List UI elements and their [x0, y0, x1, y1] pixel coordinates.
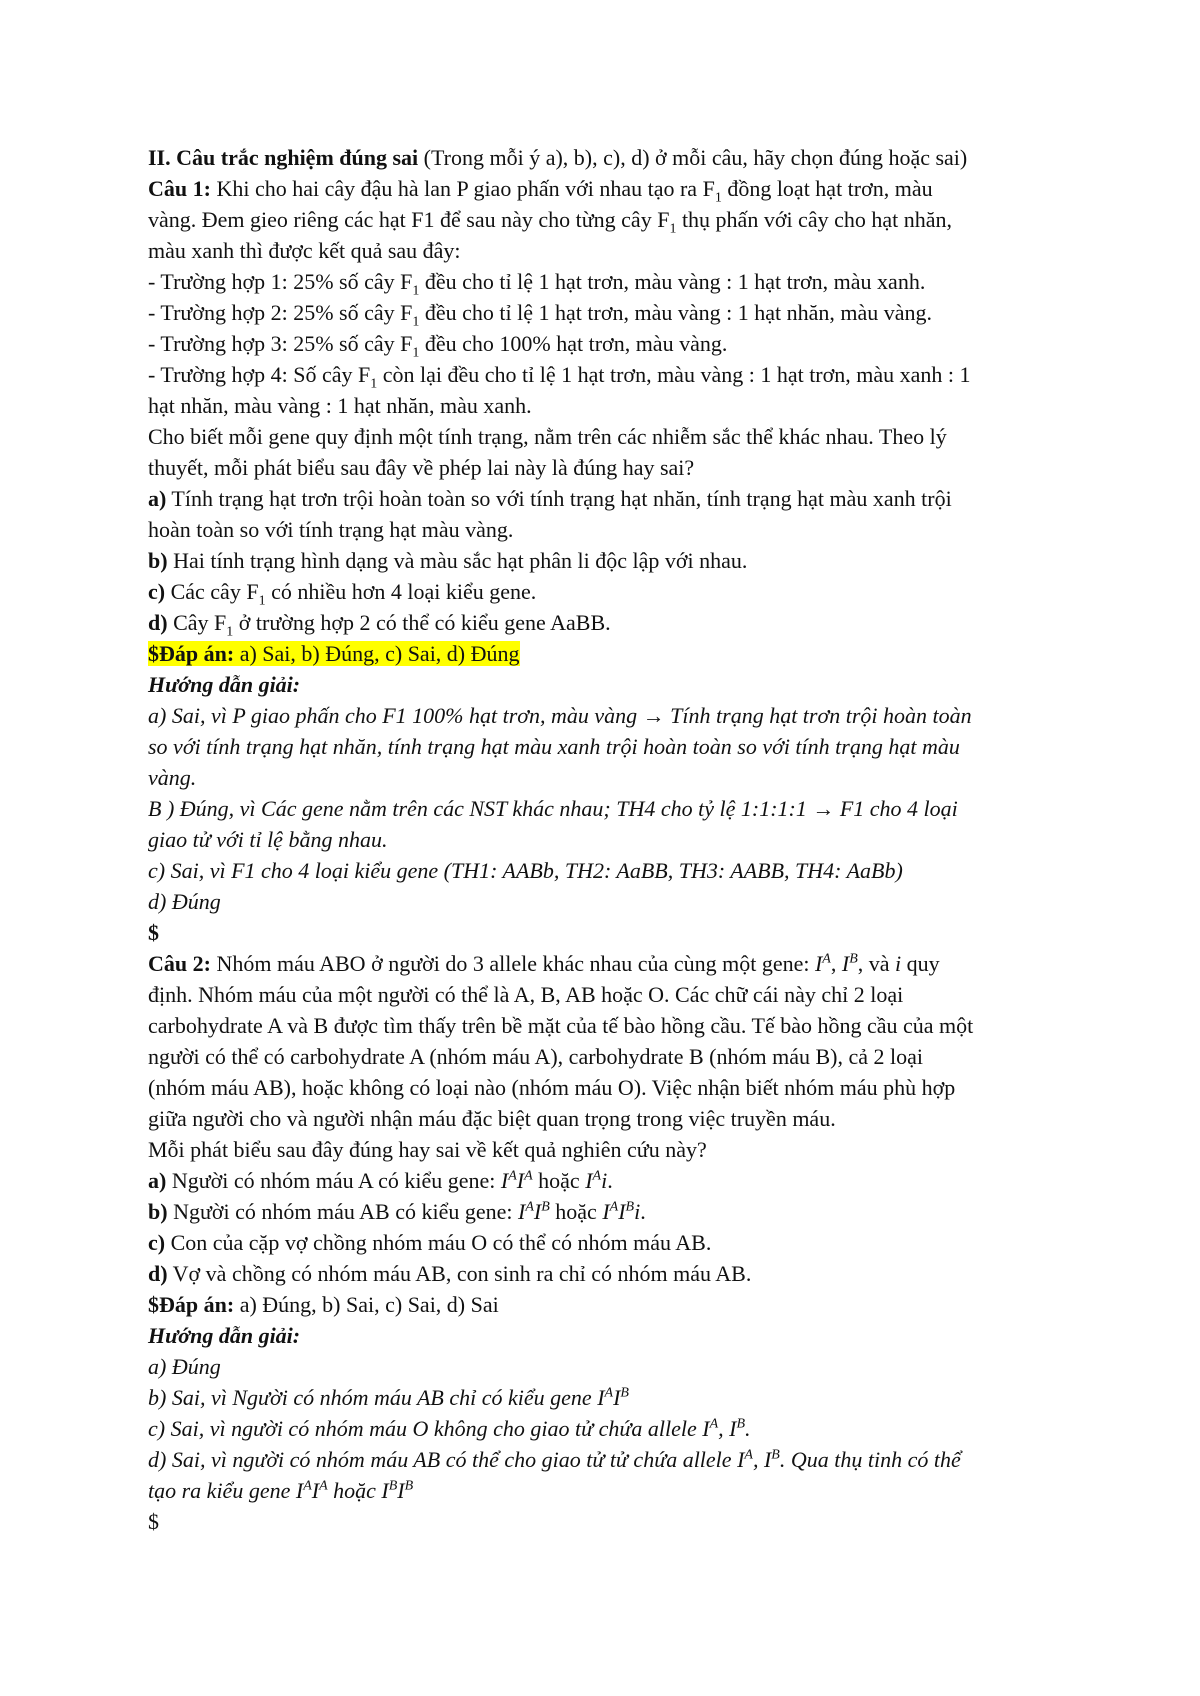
q2-answer: $Đáp án: a) Đúng, b) Sai, c) Sai, d) Sai	[148, 1292, 499, 1317]
q1-guide-title: Hướng dẫn giải:	[148, 672, 301, 697]
q1-statement-c: c) Các cây $F_1$ có nhiều hơn 4 loại kiểu gene.	[148, 579, 537, 609]
q2-statement-c: c) Con của cặp vợ chồng nhóm máu O có thể có nhóm máu AB.	[148, 1230, 712, 1255]
q2-label: Câu 2:	[148, 951, 211, 976]
document-page	[148, 142, 1068, 1537]
q1-intro-line-3: màu xanh thì được kết quả sau đây:	[148, 238, 461, 263]
q1-case-4: - Trường hợp 4: Số cây $F_1$ còn lại đều cho tỉ lệ 1 hạt trơn, màu vàng : 1 hạt trơn, màu xanh : 1	[148, 362, 971, 392]
q1-statement-d: d) Cây $F_1$ ở trường hợp 2 có thể có kiểu gene AaBB.	[148, 610, 611, 640]
q2-guide-a: a) Đúng	[148, 1354, 221, 1379]
q1-statement-a: a) Tính trạng hạt trơn trội hoàn toàn so với tính trạng hạt nhăn, tính trạng hạt màu xanh trội	[148, 486, 952, 511]
q2-para-line-4: người có thể có carbohydrate A (nhóm máu A), carbohydrate B (nhóm máu B), cả 2 loại	[148, 1044, 924, 1069]
q2-guide-d-1: d) Sai, vì người có nhóm máu AB có thể cho giao tử tử chứa allele $I^A$, $I^B$. Qua thụ tinh có thể	[148, 1447, 961, 1472]
q1-intro-line-1: Câu 1: Khi cho hai cây đậu hà lan P giao phấn với nhau tạo ra $F_1$ đồng loạt hạt trơn, màu	[148, 176, 933, 206]
q2-para-line-5: (nhóm máu AB), hoặc không có loại nào (nhóm máu O). Việc nhận biết nhóm máu phù hợp	[148, 1075, 956, 1100]
q1-guide-a-1: a) Sai, vì P giao phấn cho F1 100% hạt trơn, màu vàng → Tính trạng hạt trơn trội hoàn toàn	[148, 703, 972, 728]
q2-guide-d-2: tạo ra kiểu gene $I^AI^A$ hoặc $I^BI^B$	[148, 1478, 414, 1503]
q2-guide-b: b) Sai, vì Người có nhóm máu AB chỉ có kiểu gene $I^AI^B$	[148, 1385, 629, 1410]
q2-guide-c: c) Sai, vì người có nhóm máu O không cho giao tử chứa allele $I^A$, $I^B$.	[148, 1416, 751, 1441]
q2-para-line-2: định. Nhóm máu của một người có thể là A, B, AB hoặc O. Các chữ cái này chỉ 2 loại	[148, 982, 904, 1007]
q1-guide-b-1: B ) Đúng, vì Các gene nằm trên các NST khác nhau; TH4 cho tỷ lệ 1:1:1:1 → F1 cho 4 loại	[148, 796, 958, 821]
q1-guide-a-3: vàng.	[148, 765, 197, 790]
q2-para-line-1: Câu 2: Nhóm máu ABO ở người do 3 allele khác nhau của cùng một gene: $I^A$, $I^B$, và i quy	[148, 951, 940, 976]
q1-given-1: Cho biết mỗi gene quy định một tính trạng, nằm trên các nhiễm sắc thể khác nhau. Theo lý	[148, 424, 947, 449]
q1-statement-a-cont: hoàn toàn so với tính trạng hạt màu vàng.	[148, 517, 514, 542]
q2-para-line-6: giữa người cho và người nhận máu đặc biệt quan trọng trong việc truyền máu.	[148, 1106, 836, 1131]
q2-para-line-3: carbohydrate A và B được tìm thấy trên bề mặt của tế bào hồng cầu. Tế bào hồng cầu của một	[148, 1013, 974, 1038]
q1-guide-d: d) Đúng	[148, 889, 221, 914]
q1-end-marker: $	[148, 920, 159, 945]
q1-answer: $Đáp án: a) Sai, b) Đúng, c) Sai, d) Đúng	[148, 641, 520, 666]
q2-statement-b: b) Người có nhóm máu AB có kiểu gene: $I^AI^B$ hoặc $I^AI^Bi$.	[148, 1199, 646, 1224]
q1-case-1: - Trường hợp 1: 25% số cây $F_1$ đều cho tỉ lệ 1 hạt trơn, màu vàng : 1 hạt trơn, màu xanh.	[148, 269, 926, 299]
q1-given-2: thuyết, mỗi phát biểu sau đây về phép lai này là đúng hay sai?	[148, 455, 695, 480]
q1-label: Câu 1:	[148, 176, 211, 201]
q1-case-3: - Trường hợp 3: 25% số cây $F_1$ đều cho 100% hạt trơn, màu vàng.	[148, 331, 728, 361]
q1-case-2: - Trường hợp 2: 25% số cây $F_1$ đều cho tỉ lệ 1 hạt trơn, màu vàng : 1 hạt nhăn, màu vàng.	[148, 300, 933, 330]
q1-guide-b-2: giao tử với tỉ lệ bằng nhau.	[148, 827, 388, 852]
q1-statement-b: b) Hai tính trạng hình dạng và màu sắc hạt phân li độc lập với nhau.	[148, 548, 748, 573]
q1-intro-line-2: vàng. Đem gieo riêng các hạt F1 để sau này cho từng cây $F_1$ thụ phấn với cây cho hạt nhăn,	[148, 207, 952, 237]
q1-guide-a-2: so với tính trạng hạt nhăn, tính trạng hạt màu xanh trội hoàn toàn so với tính trạng hạt màu	[148, 734, 960, 759]
q2-para-line-7: Mỗi phát biểu sau đây đúng hay sai về kết quả nghiên cứu này?	[148, 1137, 707, 1162]
q2-statement-d: d) Vợ và chồng có nhóm máu AB, con sinh ra chỉ có nhóm máu AB.	[148, 1261, 752, 1286]
q2-end-marker: $	[148, 1509, 159, 1534]
section-heading: II. Câu trắc nghiệm đúng sai (Trong mỗi ý a), b), c), d) ở mỗi câu, hãy chọn đúng hoặc sai)	[148, 145, 968, 170]
q1-case-4-cont: hạt nhăn, màu vàng : 1 hạt nhăn, màu xanh.	[148, 393, 532, 418]
q1-guide-c: c) Sai, vì F1 cho 4 loại kiểu gene (TH1: AABb, TH2: AaBB, TH3: AABB, TH4: AaBb)	[148, 858, 903, 883]
q2-guide-title: Hướng dẫn giải:	[148, 1323, 301, 1348]
q2-statement-a: a) Người có nhóm máu A có kiểu gene: $I^AI^A$ hoặc $I^Ai$.	[148, 1168, 613, 1193]
